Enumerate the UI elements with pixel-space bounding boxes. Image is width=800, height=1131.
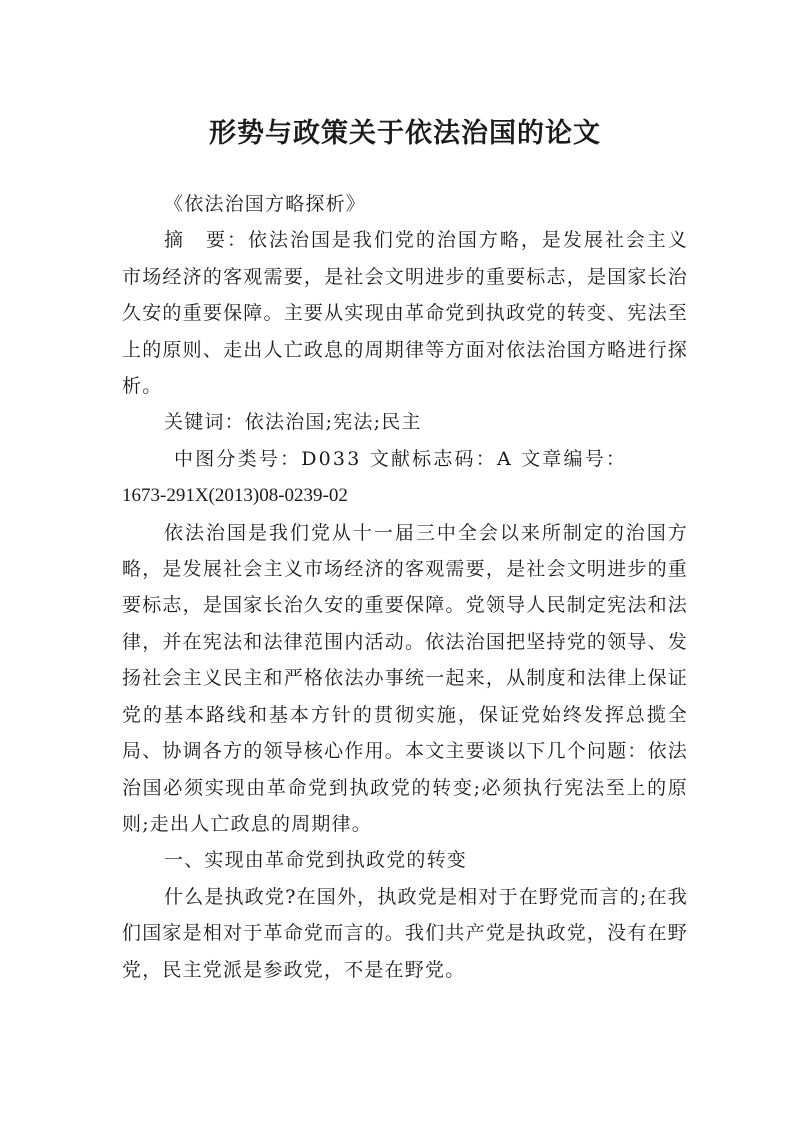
body-paragraph-1: 依法治国是我们党从十一届三中全会以来所制定的治国方略，是发展社会主义市场经济的客观需要，是社会文明进步的重要标志，是国家长治久安的重要保障。党领导人民制定宪法和法律，并在宪法和法律范围内活动。依法治国把坚持党的领导、发扬社会主义民主和严格依法办事统一起来，从制度和法律上保证党的基本路线和基本方针的贯彻实施，保证党始终发挥总揽全局、协调各方的领导核心作用。本文主要谈以下几个问题：依法治国必须实现由革命党到执政党的转变;必须执行宪法至上的原则;走出人亡政息的周期律。 (122, 521, 688, 835)
section-heading-1: 一、实现由革命党到执政党的转变 (164, 849, 468, 872)
article-number-text: 1673-291X(2013)08-0239-02 (122, 485, 348, 507)
article-number (122, 477, 688, 514)
keywords-line: 关键词：依法治国;宪法;民主 (164, 411, 422, 434)
paper-title: 《依法治国方略探析》 (164, 193, 367, 215)
abstract-paragraph: 摘 要：依法治国是我们党的治国方略，是发展社会主义市场经济的客观需要，是社会文明进步的重要标志，是国家长治久安的重要保障。主要从实现由革命党到执政党的转变、宪法至上的原则、走出人亡政息的周期律等方面对依法治国方略进行探析。 (122, 229, 688, 398)
document-body (122, 186, 688, 988)
classification-line: 中图分类号：D033 文献标志码：A 文章编号： (174, 447, 628, 470)
body-paragraph-2: 什么是执政党?在国外，执政党是相对于在野党而言的;在我们国家是相对于革命党而言的。我们共产党是执政党，没有在野党，民主党派是参政党，不是在野党。 (122, 885, 688, 981)
document-title: 形势与政策关于依法治国的论文 (209, 118, 601, 150)
